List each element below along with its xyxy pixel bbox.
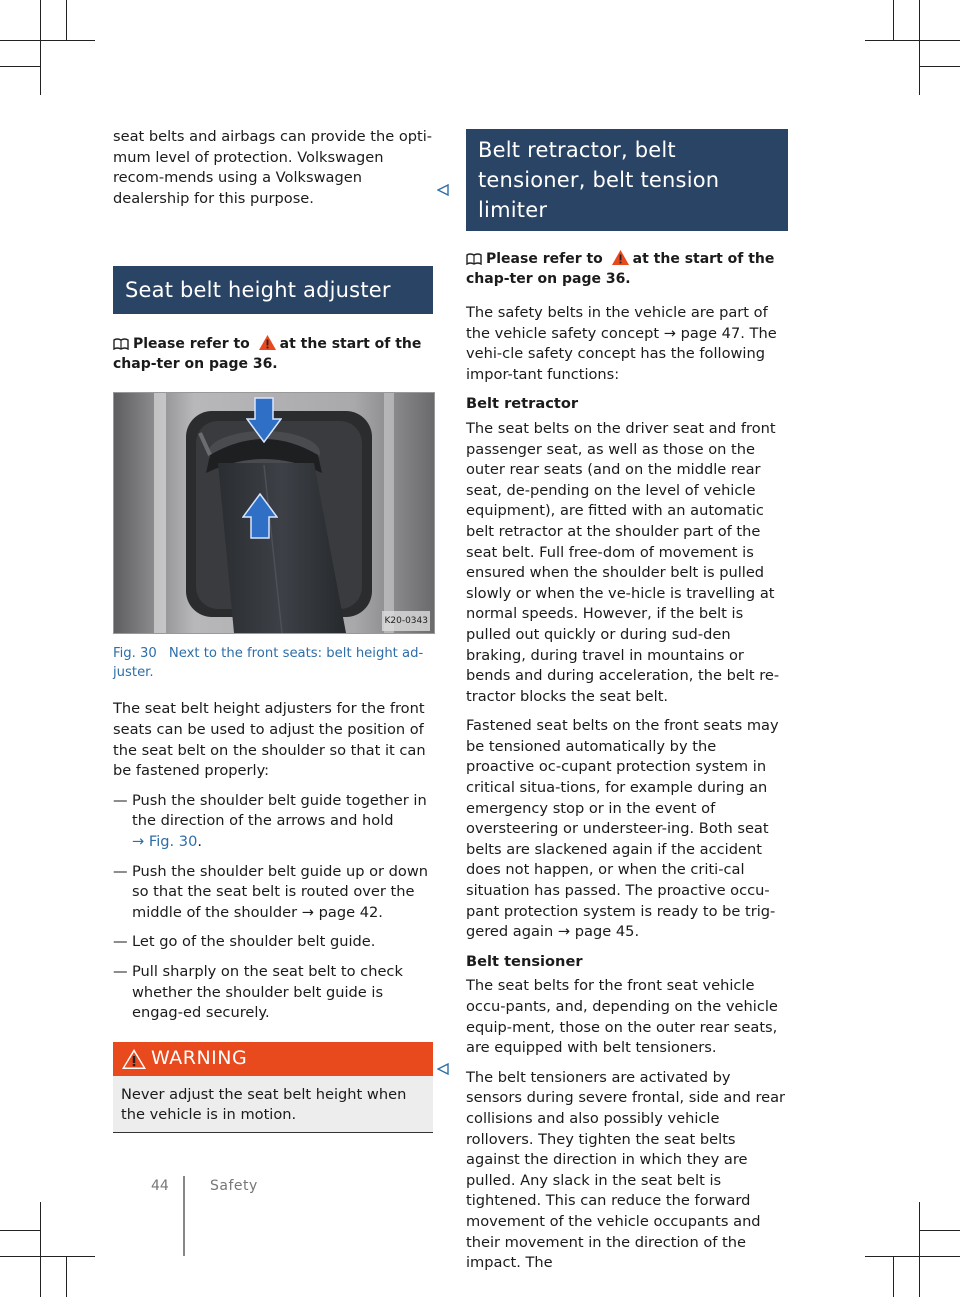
subheading-belt-tensioner: Belt tensioner [466, 952, 583, 970]
section-end-icon [437, 184, 449, 196]
page-link[interactable]: → page 42 [301, 903, 379, 921]
crop-mark [919, 1202, 920, 1297]
crop-mark [0, 66, 40, 67]
reference-lead: Please refer to [133, 336, 250, 353]
instruction-list [113, 791, 433, 1024]
crop-mark [893, 1256, 894, 1297]
warning-header [113, 1042, 433, 1076]
crop-mark [919, 0, 920, 95]
caption-text: Next to the front seats: belt height ad-juster. [113, 646, 424, 681]
crop-mark [0, 1256, 95, 1257]
left-column [113, 127, 433, 1133]
belt-tensioner-paragraph-1: The seat belts for the front seat vehicle occu-pants, and, depending on the vehicle equip-ment, those on the outer rear seats, are equipped with belt tensioners. [466, 977, 778, 1057]
crop-mark [920, 1230, 960, 1231]
crop-mark [40, 1202, 41, 1297]
crop-mark [66, 1256, 67, 1297]
section-title-height-adjuster: Seat belt height adjuster [113, 266, 433, 314]
list-item: — Pull sharply on the seat belt to check whether the shoulder belt guide is engag-ed securely. [113, 962, 403, 1022]
footer-divider [183, 1176, 185, 1256]
arrow-up-icon [242, 493, 278, 539]
page-number: 44 [151, 1178, 169, 1194]
subheading-belt-retractor: Belt retractor [466, 395, 579, 413]
proactive-protection-paragraph: Fastened seat belts on the front seats may be tensioned automatically by the proactive oc-cupant protection system in critical situa-tions, for example during an emergency stop or in the event of oversteering or understeer-ing. Both seat belts are slackened again if the accident does not happen, or when the criti-cal situation has passed. The proactive occu-pant protection system is ready to be trig-gered again → page 45. [466, 717, 779, 941]
crop-mark [0, 1230, 40, 1231]
right-column [466, 129, 788, 1283]
book-icon [113, 338, 129, 350]
figure-code: K20-0343 [382, 611, 430, 632]
crop-mark [865, 40, 960, 41]
chapter-reference [466, 249, 788, 289]
continuation-paragraph: seat belts and airbags can provide the opti-mum level of protection. Volkswagen recom-mends using a Volkswagen dealership for this purpose. [113, 128, 433, 207]
warning-triangle-icon [258, 334, 277, 351]
safety-concept-paragraph: The safety belts in the vehicle are part of the vehicle safety concept → page 47. The vehi-cle safety concept has the following impor-tant functions: [466, 304, 777, 383]
reference-tail: at the start of the chap-ter on page 36. [466, 251, 775, 287]
figure-number: Fig. 30 [113, 646, 157, 662]
page-link[interactable]: → page 47 [663, 324, 741, 342]
arrow-down-icon [246, 397, 282, 443]
chapter-reference [113, 334, 433, 374]
belt-height-adjuster-figure [113, 392, 435, 634]
crop-mark [66, 0, 67, 40]
list-item: — Push the shoulder belt guide together in the direction of the arrows and hold → Fig. 30. [113, 791, 427, 850]
book-icon [466, 253, 482, 265]
warning-triangle-icon [121, 1048, 147, 1070]
list-item: — Push the shoulder belt guide up or down so that the seat belt is routed over the middle of the shoulder → page 42. [113, 862, 429, 921]
crop-mark [865, 1256, 960, 1257]
crop-mark [40, 0, 41, 95]
reference-lead: Please refer to [486, 251, 603, 267]
warning-title: WARNING [151, 1047, 248, 1070]
crop-mark [0, 40, 95, 41]
warning-triangle-icon [611, 249, 630, 266]
figure-caption [113, 644, 433, 682]
intro-paragraph: The seat belt height adjusters for the front seats can be used to adjust the position of the seat belt on the shoulder so that it can be fastened properly: [113, 700, 426, 780]
warning-box [113, 1042, 433, 1133]
reference-tail: at the start of the chap-ter on page 36. [113, 336, 422, 373]
belt-retractor-paragraph: The seat belts on the driver seat and front passenger seat, as well as those on the outer rear seats (and on the middle rear seat, de-pending on the level of vehicle equipment), are fitted with an automatic belt retractor at the shoulder part of the seat belt. Full free-dom of movement is ensured when the shoulder belt is pulled slowly or when the ve-hicle is travelling at normal speeds. However, if the belt is pulled out quickly or during sud-den braking, during travel in mountains or bends and during acceleration, the belt re-tractor blocks the seat belt. [466, 419, 780, 705]
warning-text: Never adjust the seat belt height when the vehicle is in motion. [113, 1076, 433, 1133]
crop-mark [893, 0, 894, 40]
section-end-icon [437, 1063, 449, 1075]
section-title-belt-retractor: Belt retractor, belt tensioner, belt tension limiter [466, 129, 788, 231]
list-item: — Let go of the shoulder belt guide. [113, 933, 376, 951]
chapter-name: Safety [210, 1178, 258, 1194]
page-link[interactable]: → page 45 [557, 923, 635, 941]
belt-tensioner-paragraph-2: The belt tensioners are activated by sensors during severe frontal, side and rear collisions and also possibly vehicle rollovers. They tighten the seat belts against the direction in which they are pulled. Any slack in the seat belt is tightened. This can reduce the forward movement of the vehicle occupants and their movement in the direction of the impact. The [466, 1068, 786, 1272]
figure-link[interactable]: → Fig. 30 [132, 832, 198, 850]
crop-mark [920, 66, 960, 67]
